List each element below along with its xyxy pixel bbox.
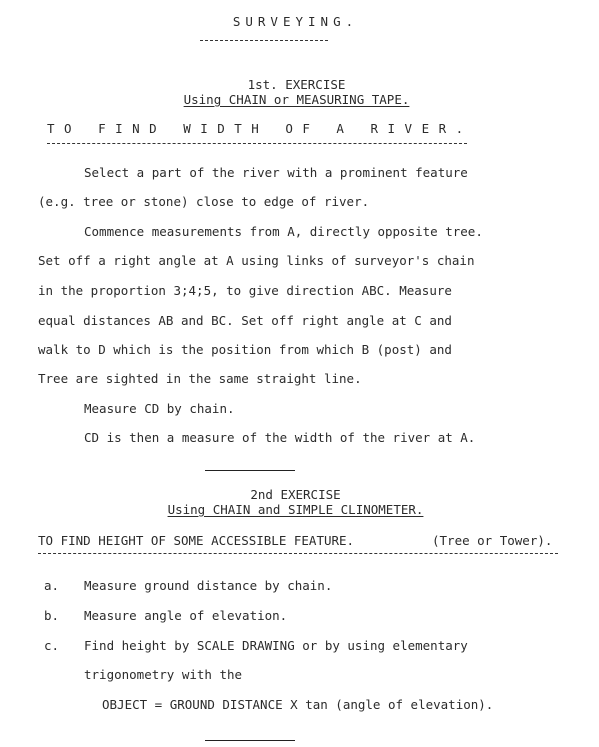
exercise-1-objective: TO FIND WIDTH OF A RIVER.: [47, 121, 473, 136]
ex1-line-8: Tree are sighted in the same straight line.: [38, 371, 362, 386]
title-underline: [200, 40, 328, 41]
page-title: SURVEYING.: [232, 14, 359, 29]
exercise-1-subheading: Using CHAIN or MEASURING TAPE.: [183, 92, 410, 107]
exercise-2-objective: TO FIND HEIGHT OF SOME ACCESSIBLE FEATURE.: [38, 533, 355, 548]
ex1-line-9: Measure CD by chain.: [84, 401, 235, 416]
formula: OBJECT = GROUND DISTANCE X tan (angle of elevation).: [102, 697, 494, 712]
step-c-text: Find height by SCALE DRAWING or by using elementary: [84, 638, 468, 653]
exercise-2-heading: 2nd EXERCISE: [250, 487, 341, 502]
ex1-line-5: in the proportion 3;4;5, to give direction ABC. Measure: [38, 283, 452, 298]
step-b-label: b.: [44, 608, 60, 623]
step-b-text: Measure angle of elevation.: [84, 608, 288, 623]
step-c-continuation: trigonometry with the: [84, 667, 243, 682]
exercise-1-objective-underline: [47, 143, 467, 144]
step-a-label: a.: [44, 578, 60, 593]
step-a-text: Measure ground distance by chain.: [84, 578, 333, 593]
exercise-1-heading: 1st. EXERCISE: [247, 77, 346, 92]
ex1-line-10: CD is then a measure of the width of the river at A.: [84, 430, 476, 445]
section-divider-1: [205, 470, 295, 471]
ex1-line-7: walk to D which is the position from which B (post) and: [38, 342, 452, 357]
step-c-label: c.: [44, 638, 60, 653]
ex1-line-2: (e.g. tree or stone) close to edge of river.: [38, 194, 370, 209]
exercise-2-objective-underline: [38, 553, 558, 554]
section-divider-2: [205, 740, 295, 741]
ex1-line-3: Commence measurements from A, directly opposite tree.: [84, 224, 483, 239]
exercise-2-objective-note: (Tree or Tower).: [432, 533, 553, 548]
ex1-line-6: equal distances AB and BC. Set off right angle at C and: [38, 313, 452, 328]
exercise-2-subheading: Using CHAIN and SIMPLE CLINOMETER.: [167, 502, 424, 517]
ex1-line-4: Set off a right angle at A using links of surveyor's chain: [38, 253, 475, 268]
ex1-line-1: Select a part of the river with a prominent feature: [84, 165, 468, 180]
